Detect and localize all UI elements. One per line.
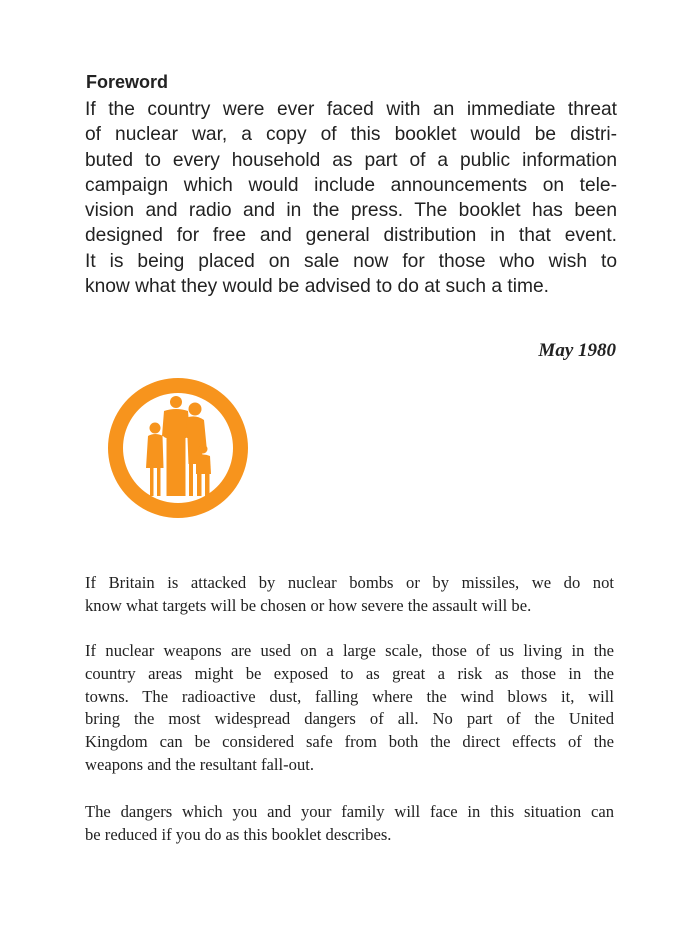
boy-body	[196, 455, 211, 475]
foreword-heading: Foreword	[86, 72, 169, 92]
body-paragraph-2	[85, 640, 614, 777]
body-line: country areas might be exposed to as great a risk as those in the	[85, 663, 614, 683]
foreword-line: vision and radio and in the press. The booklet has been	[85, 200, 617, 222]
boy-head	[199, 445, 208, 454]
family-in-circle-icon	[106, 376, 250, 520]
foreword-line: If the country were ever faced with an immediate threat	[85, 99, 617, 120]
body-line: towns. The radioactive dust, falling where the wind blows it, will	[85, 686, 614, 706]
body-line: be reduced if you do as this booklet describes.	[85, 824, 392, 844]
body-paragraph-1	[85, 572, 614, 618]
mother-leg	[189, 464, 193, 496]
body-line: If nuclear weapons are used on a large scale, those of us living in the	[85, 641, 614, 660]
boy-leg	[205, 474, 210, 496]
body-line: weapons and the resultant fall-out.	[85, 754, 315, 774]
foreword-date: May 1980	[538, 340, 616, 361]
body-line: If Britain is attacked by nuclear bombs or by missiles, we do not	[85, 573, 614, 592]
father-head	[170, 396, 182, 408]
foreword-line: know what they would be advised to do at such a time.	[85, 276, 549, 298]
body-line: Kingdom can be considered safe from both the direct effects of the	[85, 732, 614, 752]
foreword-line: It is being placed on sale now for those who wish to	[85, 250, 617, 272]
boy-leg	[197, 474, 202, 496]
logo-group	[108, 378, 248, 518]
body-line: bring the most widespread dangers of all. No part of the United	[85, 709, 614, 729]
foreword-paragraph	[85, 97, 617, 299]
girl-head	[150, 423, 161, 434]
foreword-line: campaign which would include announcements on tele-	[85, 174, 617, 196]
foreword-line: buted to every household as part of a public information	[85, 149, 617, 171]
foreword-line: designed for free and general distribution in that event.	[85, 225, 617, 247]
body-paragraph-3	[85, 801, 614, 847]
foreword-line: of nuclear war, a copy of this booklet would be distri-	[85, 124, 617, 146]
body-line: The dangers which you and your family will face in this situation can	[85, 802, 614, 821]
body-line: know what targets will be chosen or how severe the assault will be.	[85, 595, 532, 615]
girl-leg	[150, 468, 154, 496]
mother-head	[189, 403, 202, 416]
girl-leg	[157, 468, 161, 496]
girl-body	[146, 434, 164, 468]
